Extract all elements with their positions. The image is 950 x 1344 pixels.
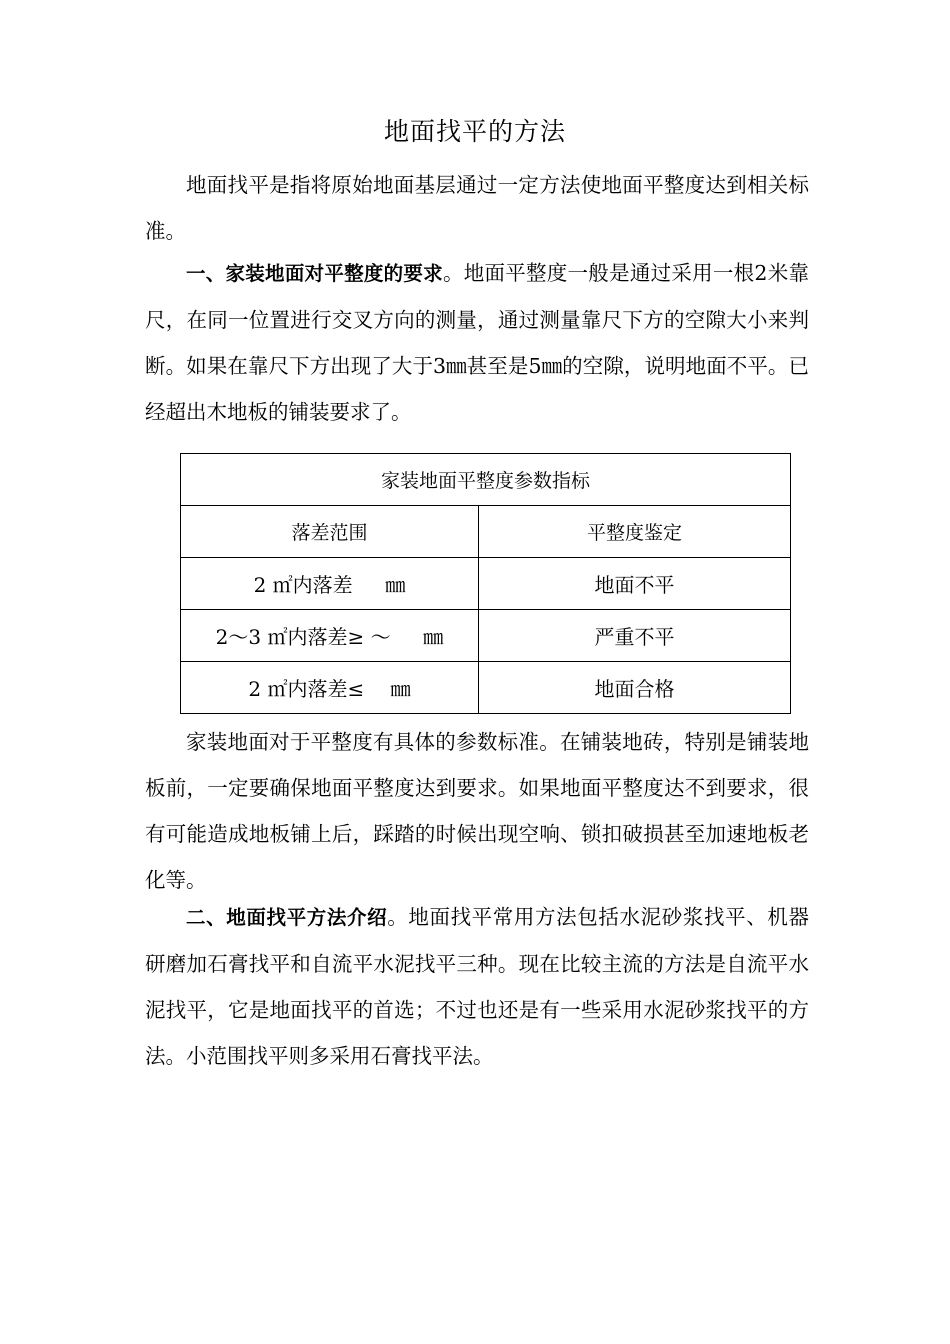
flatness-table (180, 453, 791, 714)
table-row (181, 610, 791, 662)
after-table-paragraph (145, 719, 809, 903)
section2-heading: 二、地面找平方法介绍 (186, 906, 388, 929)
section2-paragraph (145, 894, 809, 1079)
table-cell-assessment: 地面合格 (479, 662, 791, 714)
table-cell-range: 2 ㎡内落差≤ ㎜ (181, 662, 479, 714)
page-title: 地面找平的方法 (383, 117, 566, 146)
table-row (181, 662, 791, 714)
after-table-text: 家装地面对于平整度有具体的参数标准。在铺装地砖，特别是铺装地板前，一定要确保地面平整度达到要求。如果地面平整度达不到要求，很有可能造成地板铺上后，踩踏的时候出现空响、锁扣破损甚至加速地板老化等。 (145, 730, 809, 892)
table-caption: 家装地面平整度参数指标 (181, 454, 791, 506)
table-caption-row (181, 454, 791, 506)
section1-paragraph (145, 250, 809, 435)
section1-heading: 一、家装地面对平整度的要求 (186, 262, 443, 285)
table-cell-assessment: 严重不平 (479, 610, 791, 662)
table-header-assessment: 平整度鉴定 (479, 506, 791, 558)
table-header-range: 落差范围 (181, 506, 479, 558)
table-row (181, 558, 791, 610)
section1-body: 。地面平整度一般是通过采用一根2米靠尺，在同一位置进行交叉方向的测量，通过测量靠尺下方的空隙大小来判断。如果在靠尺下方出现了大于3㎜甚至是5㎜的空隙，说明地面不平。已经超出木地板的铺装要求了。 (145, 261, 809, 424)
section2-body: 。地面找平常用方法包括水泥砂浆找平、机器研磨加石膏找平和自流平水泥找平三种。现在比较主流的方法是自流平水泥找平，它是地面找平的首选；不过也还是有一些采用水泥砂浆找平的方法。小范围找平则多采用石膏找平法。 (145, 905, 809, 1068)
intro-paragraph (145, 162, 809, 254)
table-cell-range: 2～3 ㎡内落差≥ ～ ㎜ (181, 610, 479, 662)
table-header-row (181, 506, 791, 558)
table-cell-assessment: 地面不平 (479, 558, 791, 610)
intro-text: 地面找平是指将原始地面基层通过一定方法使地面平整度达到相关标准。 (145, 173, 809, 243)
table-cell-range: 2 ㎡内落差 ㎜ (181, 558, 479, 610)
